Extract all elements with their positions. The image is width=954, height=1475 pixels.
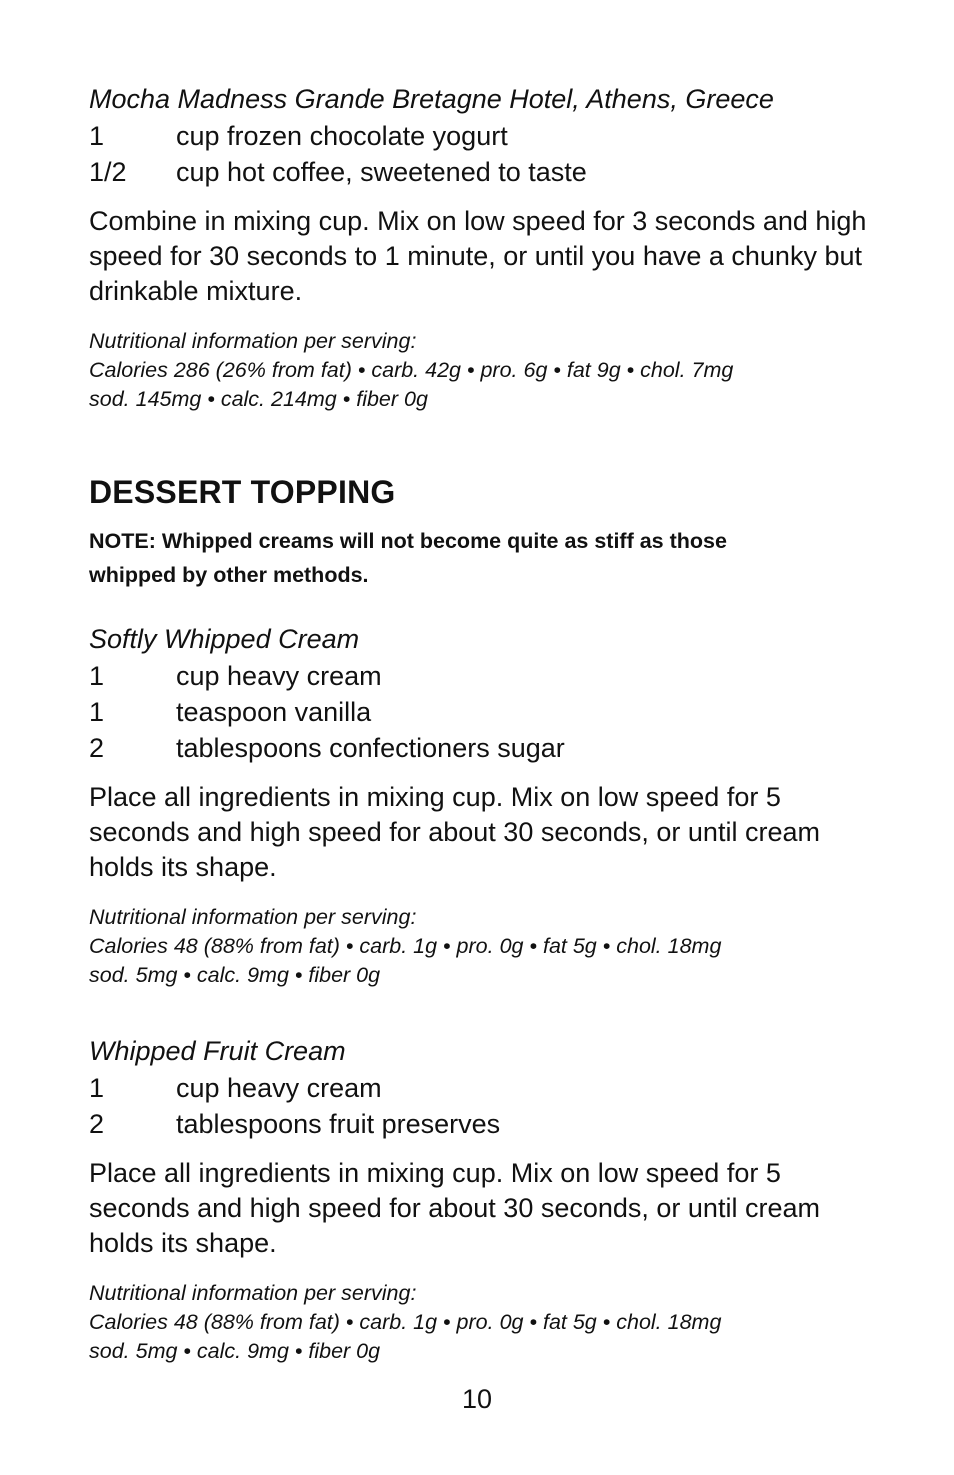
ingredient-item: tablespoons fruit preserves [176,1109,501,1139]
nutrition-line: Calories 48 (88% from fat) • carb. 1g • pro. 0g • fat 5g • chol. 18mg [89,1310,722,1334]
ingredient-list [89,658,869,766]
nutrition-line: Calories 48 (88% from fat) • carb. 1g • pro. 0g • fat 5g • chol. 18mg [89,934,722,958]
nutrition-info [89,1279,869,1366]
ingredient-row [89,658,869,694]
recipe-title: Mocha Madness Grande Bretagne Hotel, Athens, Greece [89,84,774,114]
ingredient-quantity: 1 [89,697,105,727]
ingredient-row [89,118,869,154]
ingredient-quantity: 1/2 [89,157,127,187]
ingredient-row [89,154,869,190]
ingredient-quantity: 2 [89,733,105,763]
ingredient-row [89,694,869,730]
ingredient-row [89,1070,869,1106]
ingredient-item: cup frozen chocolate yogurt [176,121,508,151]
ingredient-item: teaspoon vanilla [176,697,372,727]
note-line: whipped by other methods. [89,563,369,587]
ingredient-quantity: 2 [89,1109,105,1139]
nutrition-heading: Nutritional information per serving: [89,329,417,353]
recipe-whipped-fruit-cream [89,1034,869,1366]
ingredient-row [89,730,869,766]
nutrition-line: sod. 5mg • calc. 9mg • fiber 0g [89,1339,381,1363]
section-note [89,524,869,592]
nutrition-line: sod. 145mg • calc. 214mg • fiber 0g [89,387,428,411]
ingredient-quantity: 1 [89,661,105,691]
ingredient-item: cup heavy cream [176,1073,382,1103]
note-line: NOTE: Whipped creams will not become quite as stiff as those [89,529,727,553]
nutrition-info [89,903,869,990]
recipe-directions: Combine in mixing cup. Mix on low speed for 3 seconds and high speed for 30 seconds to 1 minute, or until you have a chunky but drinkable mixture. [89,206,867,306]
page-content [89,82,869,1366]
nutrition-heading: Nutritional information per serving: [89,905,417,929]
ingredient-row [89,1106,869,1142]
nutrition-line: sod. 5mg • calc. 9mg • fiber 0g [89,963,381,987]
ingredient-list [89,1070,869,1142]
recipe-directions: Place all ingredients in mixing cup. Mix on low speed for 5 seconds and high speed for about 30 seconds, or until cream holds its shape. [89,1158,820,1258]
recipe-title: Softly Whipped Cream [89,624,360,654]
ingredient-quantity: 1 [89,121,105,151]
nutrition-heading: Nutritional information per serving: [89,1281,417,1305]
page-number: 10 [461,1384,493,1414]
ingredient-item: tablespoons confectioners sugar [176,733,565,763]
ingredient-list [89,118,869,190]
nutrition-line: Calories 286 (26% from fat) • carb. 42g • pro. 6g • fat 9g • chol. 7mg [89,358,734,382]
recipe-mocha-madness [89,82,869,414]
section-title: DESSERT TOPPING [89,474,396,510]
ingredient-item: cup hot coffee, sweetened to taste [176,157,587,187]
recipe-softly-whipped-cream [89,622,869,990]
recipe-title: Whipped Fruit Cream [89,1036,346,1066]
recipe-directions: Place all ingredients in mixing cup. Mix on low speed for 5 seconds and high speed for about 30 seconds, or until cream holds its shape. [89,782,820,882]
nutrition-info [89,327,869,414]
ingredient-quantity: 1 [89,1073,105,1103]
ingredient-item: cup heavy cream [176,661,382,691]
